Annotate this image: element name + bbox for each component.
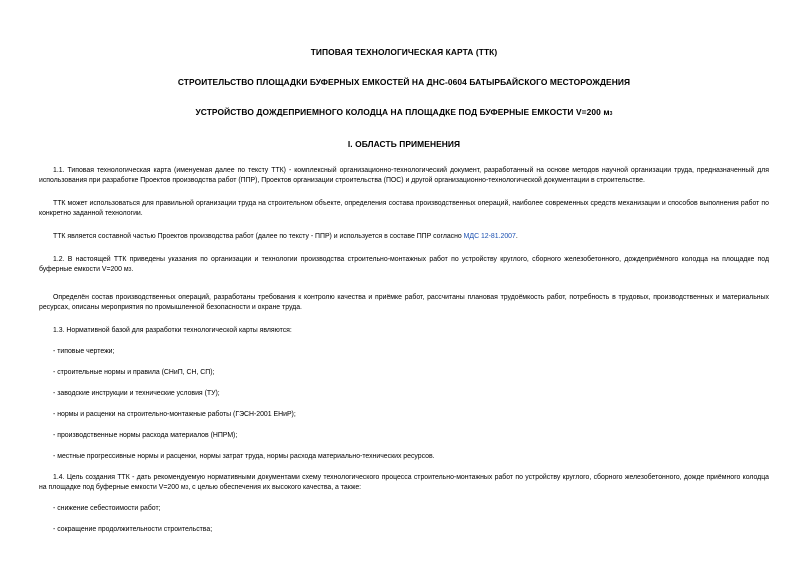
work-title-unit: 3	[609, 111, 613, 117]
paragraph-1-1: 1.1. Типовая технологическая карта (именуемая далее по тексту ТТК) - комплексный организационно-технологический документ, разработанный на основе методов научной организации труда, предназначенный для использования при разработке Проектов производства работ (ППР), Проектов организации строительства (ПОС) и другой организационно-технологической документации в строительстве.	[39, 167, 769, 184]
p12-text: 1.2. В настоящей ТТК приведены указания по организации и технологии производства строительно-монтажных работ по устройству круглого, сборного железобетонного, дождеприёмного колодца на площадке под буферные емкости V=200 м	[39, 256, 769, 273]
list-item: - типовые чертежи;	[53, 348, 115, 355]
ppr-text: ТТК является составной частью Проектов производства работ (далее по тексту - ППР) и используется в составе ППР согласно	[53, 233, 464, 240]
p14-text: 1.4. Цель создания ТТК - дать рекомендуемую нормативными документами схему технологического процесса строительно-монтажных работ по устройству круглого, сборного железобетонного, дожде приёмного колодца на площадке под буферные емкости V=200 м	[39, 474, 769, 491]
paragraph-1-3: 1.3. Нормативной базой для разработки технологической карты являются:	[53, 327, 292, 334]
mds-link[interactable]: МДС 12-81.2007	[463, 233, 516, 240]
p14-unit: 3	[185, 485, 189, 491]
p12-unit: 3	[128, 267, 132, 273]
list-item: - производственные нормы расхода материалов (НПРМ);	[53, 432, 238, 439]
list-item: - заводские инструкции и технические условия (ТУ);	[53, 390, 220, 397]
work-title-text: УСТРОЙСТВО ДОЖДЕПРИЕМНОГО КОЛОДЦА НА ПЛОЩАДКЕ ПОД БУФЕРНЫЕ ЕМКОСТИ V=200 м	[195, 107, 610, 117]
document-body	[39, 166, 769, 546]
paragraph-ttk-usage: ТТК может использоваться для правильной организации труда на строительном объекте, определения состава производственных операций, наиболее современных средств механизации и способов выполнения работ по конкретно заданной технологии.	[39, 200, 769, 217]
paragraph-1-4	[39, 473, 769, 493]
document-title: ТИПОВАЯ ТЕХНОЛОГИЧЕСКАЯ КАРТА (ТТК)	[310, 47, 498, 57]
list-item: - строительные нормы и правила (СНиП, СН, СП);	[53, 369, 215, 376]
list-item: - нормы и расценки на строительно-монтажные работы (ГЭСН-2001 ЕНиР);	[53, 411, 296, 418]
work-title	[39, 107, 769, 117]
paragraph-operations: Определён состав производственных операций, разработаны требования к контролю качества и приёмке работ, рассчитаны плановая трудоёмкость работ, потребность в трудовых, производственных и материальных ресурсах, описаны мероприятия по промышленной безопасности и охране труда.	[39, 294, 769, 311]
project-title: СТРОИТЕЛЬСТВО ПЛОЩАДКИ БУФЕРНЫХ ЕМКОСТЕЙ НА ДНС-0604 БАТЫРБАЙСКОГО МЕСТОРОЖДЕНИЯ	[177, 77, 631, 87]
paragraph-1-2	[39, 255, 769, 275]
list-item: - снижение себестоимости работ;	[53, 505, 161, 512]
list-item: - сокращение продолжительности строительства;	[53, 526, 213, 533]
p12-end: .	[131, 266, 134, 273]
paragraph-ttk-ppr	[39, 232, 769, 242]
ppr-text-end: .	[515, 233, 518, 240]
p14-end: , с целью обеспечения их высокого качества, а также:	[188, 484, 362, 491]
section-heading: I. ОБЛАСТЬ ПРИМЕНЕНИЯ	[347, 139, 461, 149]
list-item: - местные прогрессивные нормы и расценки, нормы затрат труда, нормы расхода материально-технических ресурсов.	[53, 453, 435, 460]
